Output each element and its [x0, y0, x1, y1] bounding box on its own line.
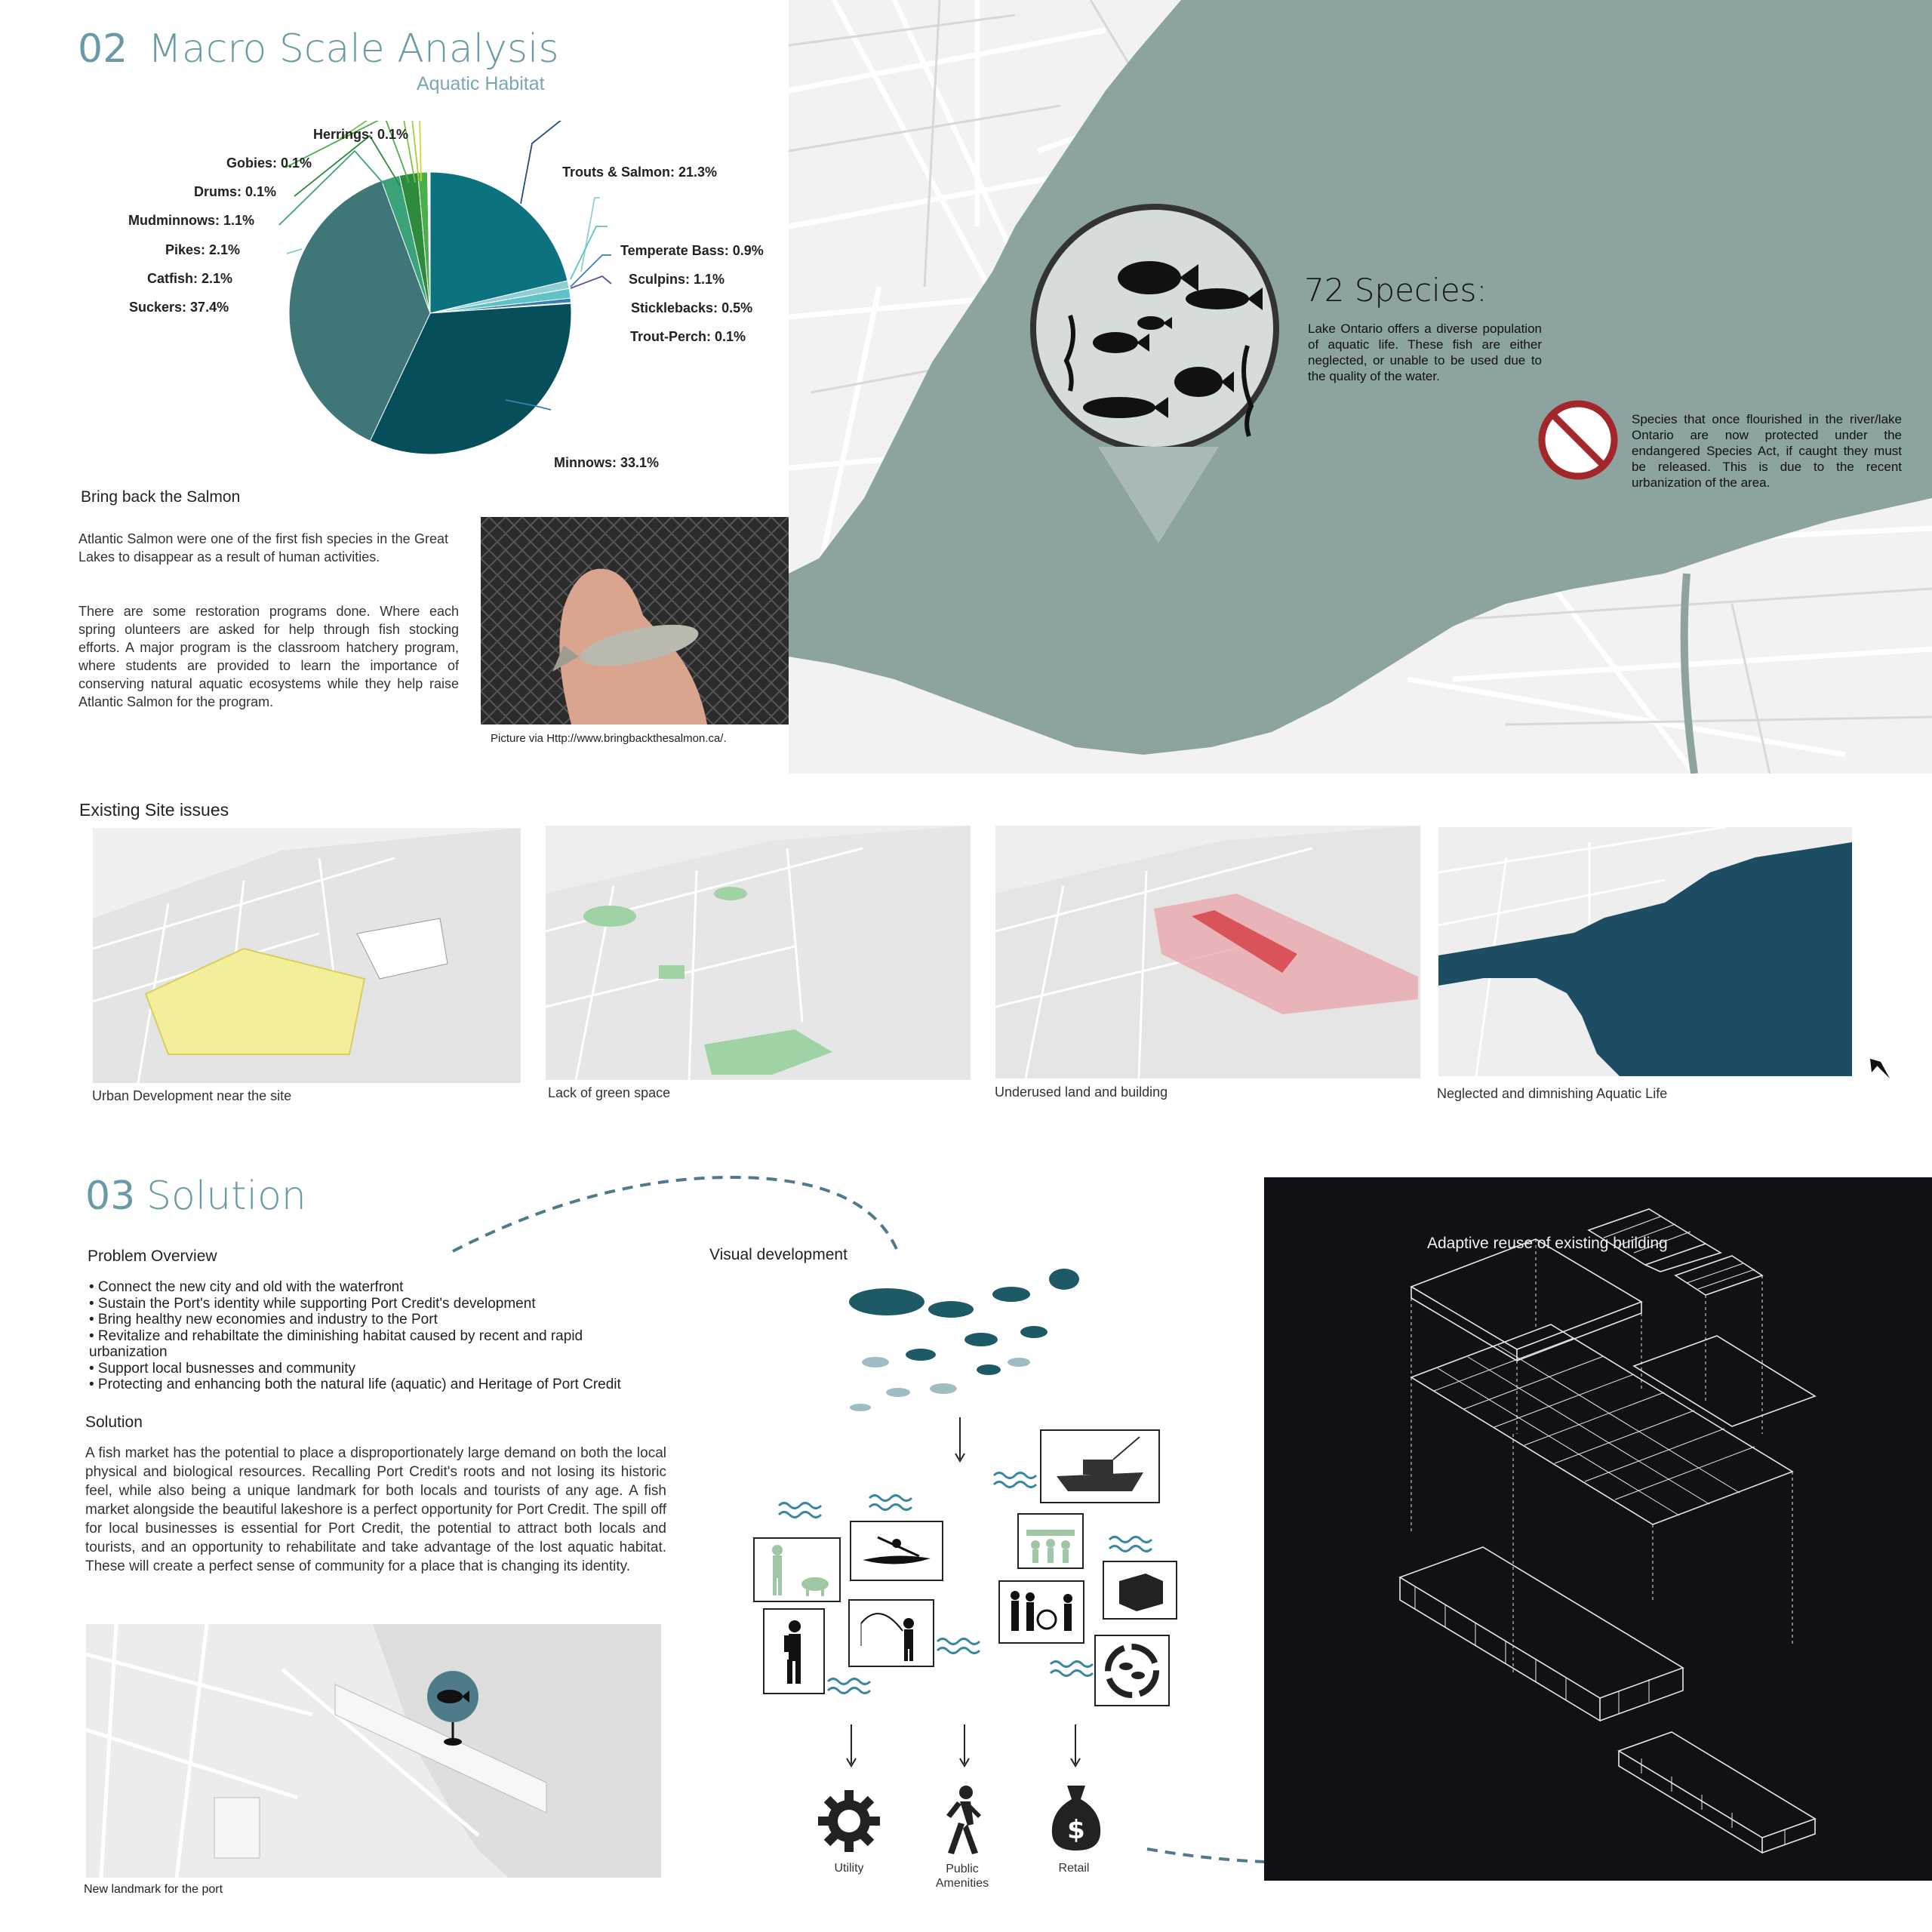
- pie-leader-line: [571, 276, 611, 288]
- prohibited-icon: [1537, 398, 1620, 481]
- problem-item: • Support local busnesses and community: [89, 1360, 356, 1377]
- problem-list: [89, 1279, 715, 1393]
- site-issues-heading: Existing Site issues: [79, 800, 229, 820]
- money-bag-icon: [1048, 1781, 1105, 1854]
- stacked-goods-icon-box: [1103, 1561, 1177, 1620]
- pie-label: Sticklebacks: 0.5%: [631, 300, 753, 315]
- pie-leader-line: [571, 226, 608, 279]
- landmark-caption: New landmark for the port: [84, 1883, 223, 1896]
- porter-icon-box: [763, 1608, 825, 1694]
- problem-item: • Protecting and enhancing both the natural life (aquatic) and Heritage of Port Credit: [89, 1377, 621, 1392]
- pie-label: Trouts & Salmon: 21.3%: [562, 165, 718, 180]
- pie-label: Suckers: 37.4%: [129, 300, 229, 315]
- pie-label: Temperate Bass: 0.9%: [620, 243, 764, 258]
- solution-text: A fish market has the potential to place a disproportionately large demand on both the local physical and biological resources. Recalling Port Credit's roots and not losing its historic feel, while also being a unique landmark for both locals and tourists of any age. A fish market alongside the beautiful lakeshore is a perfect opportunity for Port Credit. The spill off for local businesses is essential for Port Credit, the potential to attract both locals and tourists, and an opportunity to rehabilitate and take advantage of the lost aquatic habitat. These will create a perfect sense of community for a place that is changing its identity.: [85, 1445, 666, 1574]
- pie-label: Herrings: 0.1%: [313, 127, 409, 142]
- pie-leader-line: [287, 249, 302, 254]
- fish-school-illustration: [838, 1257, 1102, 1415]
- pie-leader-line: [571, 255, 611, 287]
- market-crowd-icon-box: [1017, 1513, 1084, 1569]
- section-number: 02: [78, 26, 128, 72]
- pie-label: Minnows: 33.1%: [554, 455, 660, 470]
- site-panel-aquatic: [1438, 827, 1852, 1076]
- kayak-icon-box: [850, 1521, 943, 1581]
- section-subtitle: Aquatic Habitat: [417, 73, 545, 94]
- fishing-boat-icon: [1041, 1431, 1158, 1502]
- salmon-photo: [481, 517, 789, 724]
- people-group-icon-box: [998, 1580, 1084, 1644]
- species-count: 72 Species:: [1304, 272, 1487, 309]
- down-arrow-icon: [1068, 1724, 1083, 1768]
- site-caption-aquatic: Neglected and dimnishing Aquatic Life: [1437, 1086, 1668, 1101]
- dog-walker-icon-box: [753, 1537, 841, 1602]
- pie-label: Mudminnows: 1.1%: [128, 213, 255, 228]
- site-panel-underused: [995, 826, 1420, 1078]
- pie-label: Gobies: 0.1%: [226, 155, 312, 171]
- section-title: Macro Scale Analysis: [148, 26, 559, 72]
- adaptive-reuse-title: Adaptive reuse of existing building: [1427, 1235, 1668, 1252]
- site-caption-underused: Underused land and building: [995, 1084, 1168, 1100]
- fishing-boat-icon-box: [1040, 1429, 1160, 1503]
- site-panel-green: [546, 826, 971, 1080]
- salmon-paragraph-1: Atlantic Salmon were one of the first fish species in the Great Lakes to disappear as a result of human activities.: [78, 531, 448, 565]
- port-aerial-map: [86, 1624, 661, 1878]
- map-graphic: [789, 0, 1932, 774]
- problem-item: • Revitalize and rehabiltate the diminishing habitat caused by recent and rapid urbanization: [89, 1327, 583, 1360]
- pie-label: Sculpins: 1.1%: [629, 272, 725, 287]
- green-space-map: [546, 826, 971, 1080]
- walking-person-icon: [937, 1785, 990, 1857]
- down-arrow-icon: [952, 1417, 968, 1463]
- fish-silhouettes-icon: [1036, 210, 1273, 447]
- aquatic-life-map: [1438, 827, 1852, 1076]
- problem-item: • Bring healthy new economies and industry to the Port: [89, 1312, 438, 1327]
- wave-icon: [1049, 1657, 1094, 1679]
- landmark-map: [86, 1624, 661, 1878]
- porter-icon: [764, 1610, 823, 1693]
- north-arrow-icon: [1864, 1045, 1894, 1083]
- wave-icon: [936, 1634, 981, 1657]
- species-circle: [1030, 204, 1279, 453]
- exploded-axonometric-drawing: [1264, 1177, 1932, 1881]
- down-arrow-icon: [957, 1724, 972, 1768]
- solution-heading: Solution: [85, 1414, 143, 1431]
- adaptive-reuse-panel: [1264, 1177, 1932, 1881]
- kayak-icon: [851, 1522, 942, 1580]
- site-caption-urban: Urban Development near the site: [92, 1088, 292, 1103]
- wave-icon: [777, 1498, 823, 1521]
- photo-caption: Picture via Http://www.bringbackthesalmon.ca/.: [491, 732, 727, 745]
- underused-land-map: [995, 826, 1420, 1078]
- svg-text:$: $: [1067, 1815, 1085, 1845]
- visual-development-heading: Visual development: [709, 1246, 848, 1263]
- gear-icon: [817, 1789, 881, 1854]
- endangered-warning: Species that once flourished in the river/lake Ontario are now protected under the endangered Species Act, if caught they must be released. This is due to the recent urbanization of the area.: [1632, 412, 1902, 490]
- wave-icon: [826, 1674, 872, 1697]
- dog-walker-icon: [755, 1539, 839, 1601]
- pie-leader-line: [521, 121, 562, 204]
- species-pointer: [1098, 447, 1219, 545]
- wave-icon: [992, 1468, 1038, 1491]
- pie-label: Catfish: 2.1%: [147, 271, 233, 286]
- pie-label: Drums: 0.1%: [194, 184, 277, 199]
- problem-item: • Sustain the Port's identity while supporting Port Credit's development: [89, 1295, 536, 1312]
- hand-holding-fish-image: [481, 517, 789, 724]
- outcome-public-amenities: Public Amenities: [935, 1863, 989, 1890]
- pie-label: Trout-Perch: 0.1%: [630, 329, 746, 344]
- pie-slices: [289, 172, 571, 454]
- fisherman-icon: [850, 1601, 933, 1666]
- stacked-goods-icon: [1104, 1562, 1176, 1618]
- salmon-paragraph-2: There are some restoration programs done. Where each spring olunteers are asked for help through fish stocking efforts. A major program is the classroom hatchery program, where students are provided to learn the importance of conserving natural aquatic ecosystems while they help raise Atlantic Salmon for the program.: [78, 604, 459, 709]
- wave-icon: [868, 1491, 913, 1513]
- recycle-fish-icon: [1096, 1636, 1168, 1705]
- wave-icon: [1108, 1532, 1153, 1555]
- recycle-fish-icon-box: [1094, 1635, 1170, 1706]
- people-group-icon: [1000, 1582, 1083, 1642]
- solution-section-title: Solution: [146, 1174, 306, 1219]
- market-crowd-icon: [1019, 1515, 1082, 1567]
- dashed-connector-top: [445, 1162, 936, 1268]
- down-arrow-icon: [844, 1724, 859, 1768]
- problem-heading: Problem Overview: [88, 1247, 217, 1265]
- site-panel-urban: [93, 828, 521, 1083]
- problem-item: • Connect the new city and old with the waterfront: [89, 1279, 404, 1295]
- species-description: Lake Ontario offers a diverse population of aquatic life. These fish are either neglected, or unable to be used due to the quality of the water.: [1308, 321, 1542, 383]
- site-caption-green: Lack of green space: [548, 1085, 671, 1100]
- lake-ontario-map: [789, 0, 1932, 774]
- fish-location-pin-icon: [423, 1668, 483, 1751]
- fisherman-icon-box: [848, 1599, 934, 1667]
- urban-development-map: [93, 828, 521, 1083]
- solution-section-number: 03: [85, 1174, 136, 1219]
- salmon-heading: Bring back the Salmon: [81, 488, 241, 506]
- pie-label: Pikes: 2.1%: [165, 242, 241, 257]
- outcome-retail: Retail: [1058, 1862, 1090, 1875]
- outcome-utility: Utility: [834, 1862, 864, 1875]
